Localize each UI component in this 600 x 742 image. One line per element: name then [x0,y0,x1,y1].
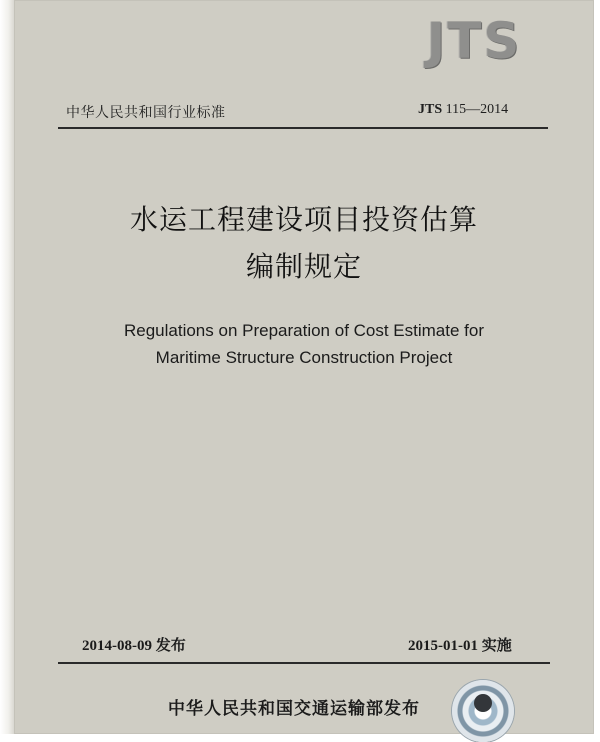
seal-emblem-icon [474,694,492,712]
standard-code-prefix: JTS [418,102,443,117]
page-edge [0,0,14,734]
title-line-2: 编制规定 [245,250,362,283]
standard-code [418,102,508,118]
top-rule [58,127,548,129]
issue-date: 2014-08-09 发布 [82,638,186,654]
title-line-1: 水运工程建设项目投资估算 [129,203,478,236]
implementation-date: 2015-01-01 实施 [408,638,512,654]
english-title-line-2: Maritime Structure Construction Project [155,348,453,367]
bottom-rule [58,662,550,664]
english-title-line-1: Regulations on Preparation of Cost Estimate for [123,321,485,340]
standard-category: 中华人民共和国行业标准 [66,105,226,121]
jts-logo: JTS [426,12,522,70]
publisher: 中华人民共和国交通运输部发布 [168,699,420,719]
standard-code-number: 115—2014 [445,102,509,117]
